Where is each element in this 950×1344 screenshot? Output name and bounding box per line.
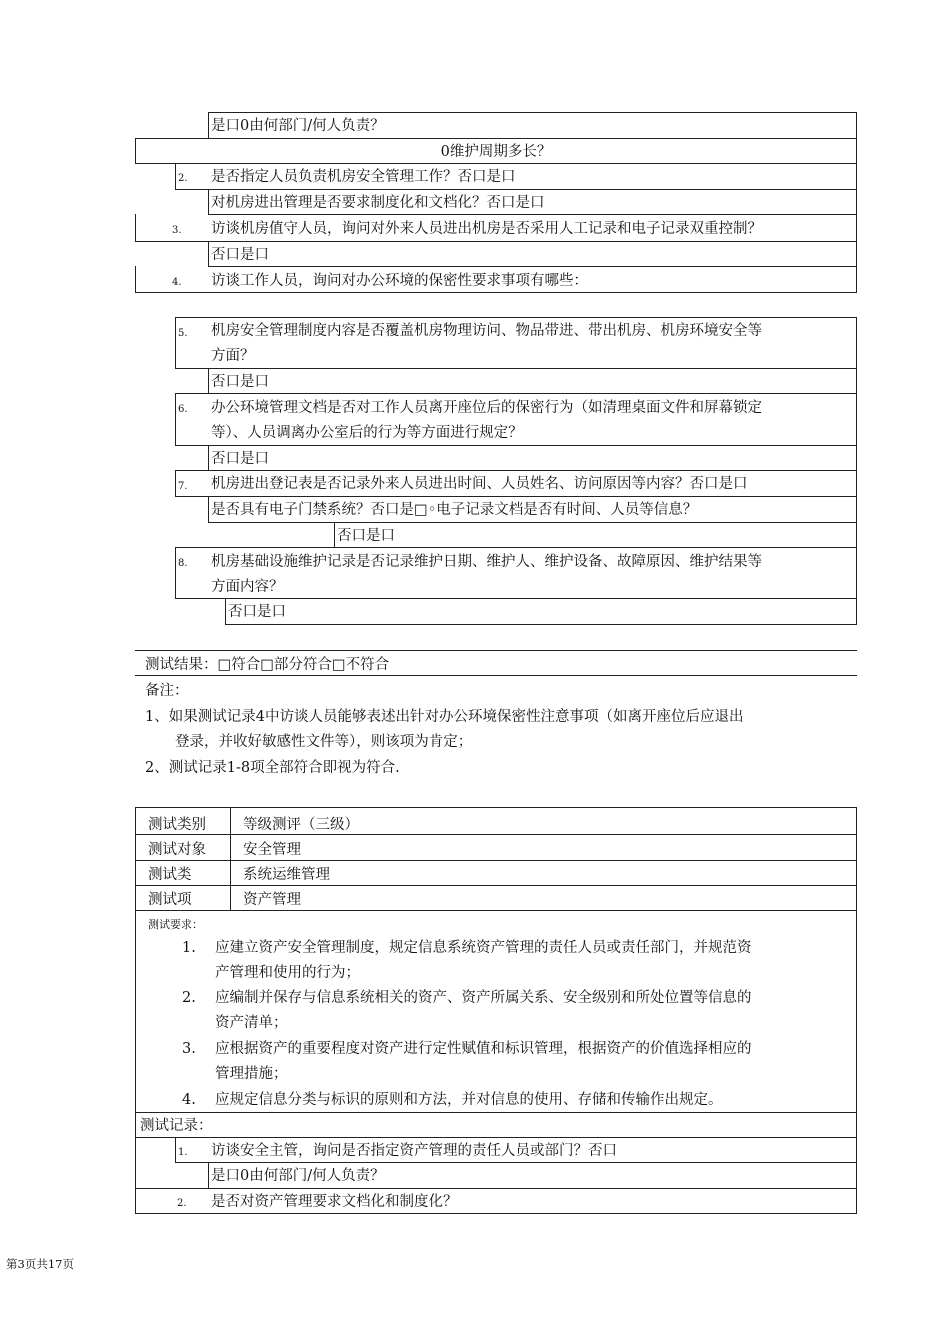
requirement-text: 产管理和使用的行为； bbox=[215, 965, 360, 981]
requirement-number: 1. bbox=[182, 940, 196, 956]
info-label: 测试类别 bbox=[148, 817, 206, 833]
item-answer: 否口是口 bbox=[337, 528, 395, 544]
item-answer: 否口是口 bbox=[211, 451, 269, 467]
note-item: 登录，并收好敏感性文件等），则该项为肯定； bbox=[175, 734, 473, 750]
info-value: 等级测评（三级） bbox=[243, 817, 359, 833]
item-subtext: 是否具有电子门禁系统？否口是□◦电子记录文档是否有时间、人员等信息？ bbox=[211, 502, 698, 518]
info-value: 安全管理 bbox=[243, 842, 301, 858]
item-text: 机房安全管理制度内容是否覆盖机房物理访问、物品带进、带出机房、机房环境安全等 bbox=[211, 323, 762, 339]
item-number: 3. bbox=[172, 225, 182, 236]
item-text: 方面内容？ bbox=[211, 579, 284, 595]
info-value: 系统运维管理 bbox=[243, 867, 330, 883]
item-text: 是否指定人员负责机房安全管理工作？否口是口 bbox=[211, 169, 516, 185]
requirement-text: 资产清单； bbox=[215, 1015, 288, 1031]
item-subtext: 是口0由何部门/何人负责？ bbox=[211, 1168, 385, 1184]
row-text: 0维护周期多长？ bbox=[440, 144, 552, 160]
item-answer: 否口是口 bbox=[211, 374, 269, 390]
remark-label: 备注： bbox=[145, 683, 189, 699]
requirement-number: 2. bbox=[182, 990, 196, 1006]
item-number: 6. bbox=[178, 404, 188, 415]
item-text: 是否对资产管理要求文档化和制度化？ bbox=[211, 1194, 458, 1210]
row-text: 是口0由何部门/何人负责？ bbox=[211, 118, 385, 134]
item-subtext: 对机房进出管理是否要求制度化和文档化？否口是口 bbox=[211, 195, 545, 211]
note-item: 2、测试记录1-8项全部符合即视为符合. bbox=[145, 760, 400, 776]
info-label: 测试项 bbox=[148, 892, 192, 908]
item-number: 5. bbox=[178, 328, 188, 339]
requirements-heading: 测试要求： bbox=[148, 918, 203, 931]
item-text: 机房基础设施维护记录是否记录维护日期、维护人、维护设备、故障原因、维护结果等 bbox=[211, 554, 762, 570]
records-heading: 测试记录： bbox=[140, 1118, 213, 1134]
item-number: 2. bbox=[178, 173, 188, 184]
item-number: 8. bbox=[178, 558, 188, 569]
info-value: 资产管理 bbox=[243, 892, 301, 908]
requirement-text: 管理措施； bbox=[215, 1066, 288, 1082]
item-text: 机房进出登记表是否记录外来人员进出时间、人员姓名、访问原因等内容？否口是口 bbox=[211, 476, 748, 492]
item-number: 1. bbox=[178, 1147, 188, 1158]
item-text: 访谈安全主管，询问是否指定资产管理的责任人员或部门？否口 bbox=[211, 1143, 617, 1159]
item-subtext: 否口是口 bbox=[211, 247, 269, 263]
requirement-number: 3. bbox=[182, 1041, 196, 1057]
note-item: 1、如果测试记录4中访谈人员能够表述出针对办公环境保密性注意事项（如离开座位后应退出 bbox=[145, 709, 744, 725]
item-text: 访谈工作人员，询问对办公环境的保密性要求事项有哪些： bbox=[211, 273, 588, 289]
item-text: 办公环境管理文档是否对工作人员离开座位后的保密行为（如清理桌面文件和屏幕锁定 bbox=[211, 400, 762, 416]
test-result: 测试结果：□符合□部分符合□不符合 bbox=[145, 657, 390, 673]
info-label: 测试类 bbox=[148, 867, 192, 883]
item-number: 7. bbox=[178, 481, 188, 492]
item-text: 访谈机房值守人员，询问对外来人员进出机房是否采用人工记录和电子记录双重控制？ bbox=[211, 221, 762, 237]
requirement-text: 应规定信息分类与标识的原则和方法，并对信息的使用、存储和传输作出规定。 bbox=[215, 1092, 723, 1108]
item-answer: 否口是口 bbox=[228, 604, 286, 620]
page-number: 第3页共17页 bbox=[6, 1257, 74, 1271]
item-text: 方面？ bbox=[211, 348, 255, 364]
info-label: 测试对象 bbox=[148, 842, 206, 858]
requirement-text: 应建立资产安全管理制度，规定信息系统资产管理的责任人员或责任部门，并规范资 bbox=[215, 940, 752, 956]
item-text: 等）、人员调离办公室后的行为等方面进行规定？ bbox=[211, 425, 523, 441]
item-number: 2. bbox=[177, 1198, 187, 1209]
requirement-number: 4. bbox=[182, 1092, 196, 1108]
requirement-text: 应编制并保存与信息系统相关的资产、资产所属关系、安全级别和所处位置等信息的 bbox=[215, 990, 752, 1006]
item-number: 4. bbox=[172, 277, 182, 288]
requirement-text: 应根据资产的重要程度对资产进行定性赋值和标识管理，根据资产的价值选择相应的 bbox=[215, 1041, 752, 1057]
